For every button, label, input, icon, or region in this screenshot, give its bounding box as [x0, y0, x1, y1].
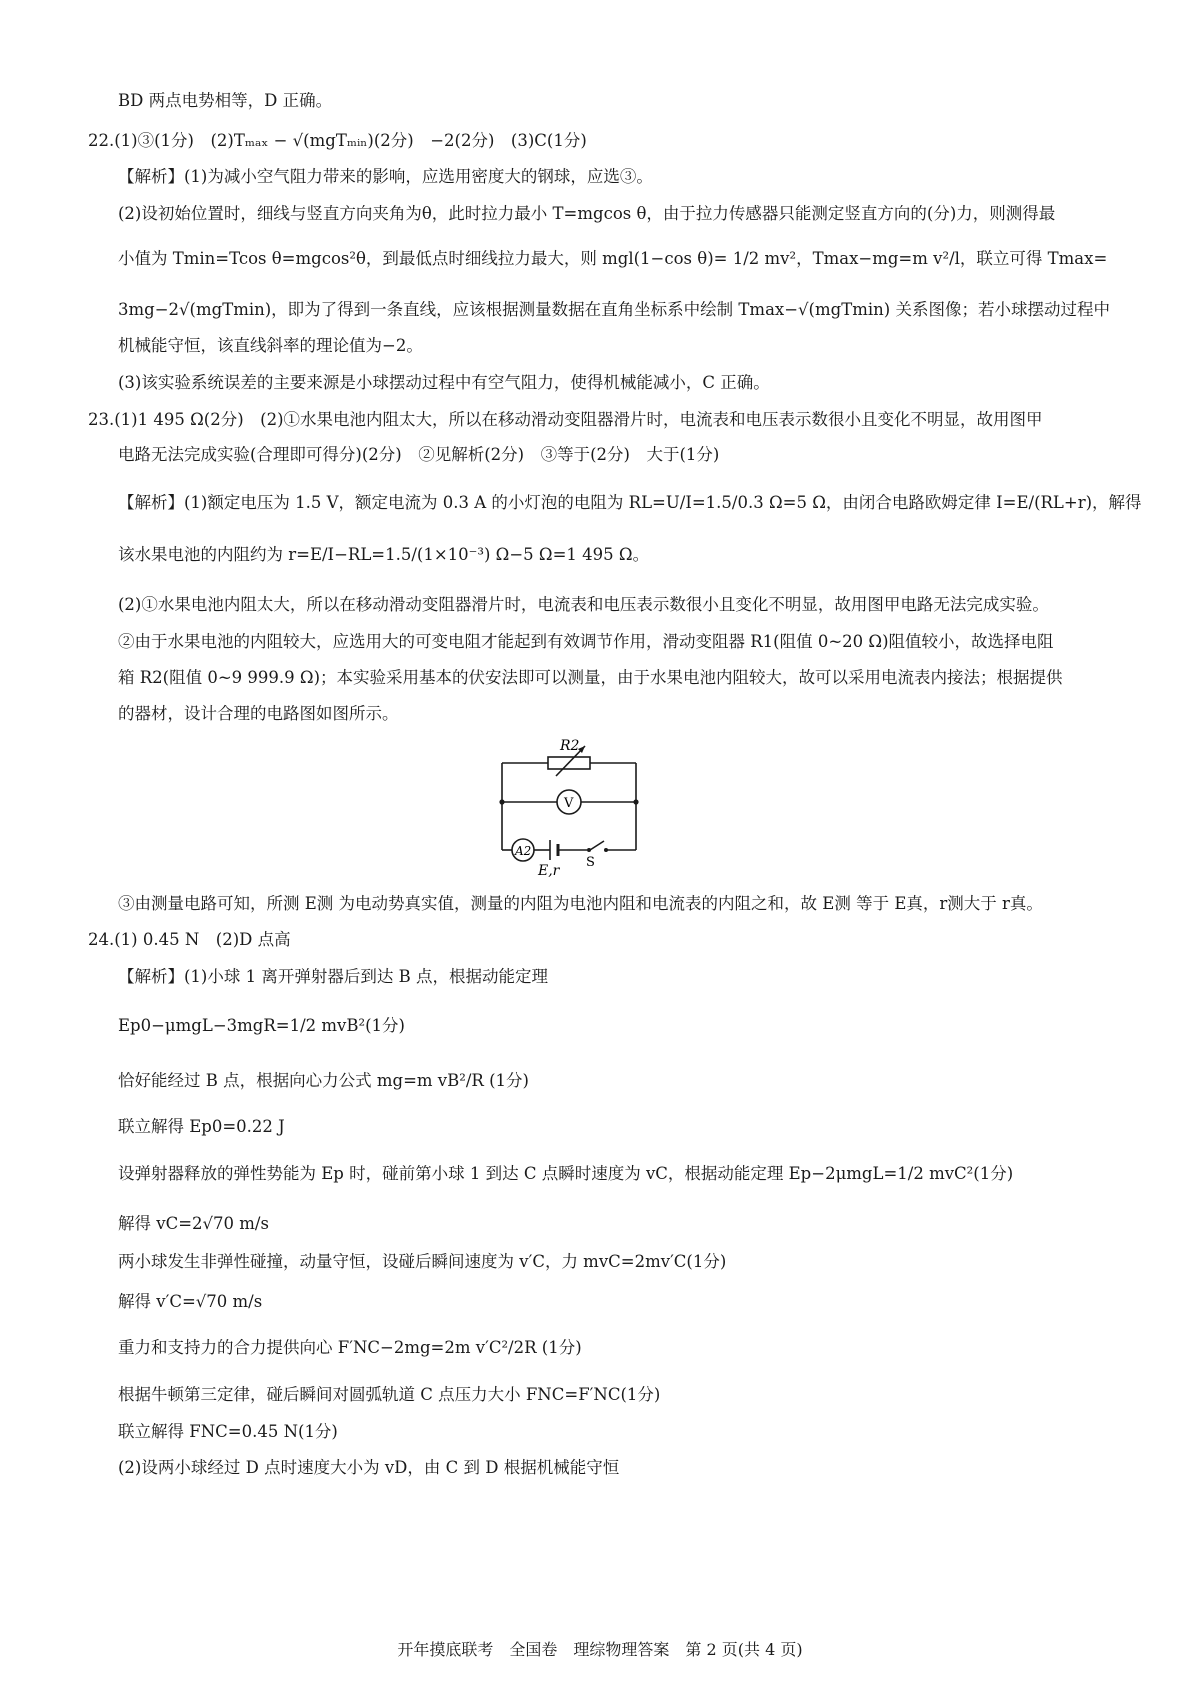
line-text: 【解析】(1)为减小空气阻力带来的影响，应选用密度大的钢球，应选③。 [118, 167, 653, 186]
q23-answer-line [88, 409, 1043, 431]
line-text: ③由测量电路可知，所测 E测 为电动势真实值，测量的内阻为电池内阻和电流表的内阻之和，故 E测 等于 E真，r测大于 r真。 [118, 894, 1043, 913]
text-line [118, 444, 719, 466]
line-text: 解得 v′C=√70 m/s [118, 1292, 263, 1311]
line-text: (2)①水果电池内阻太大，所以在移动滑动变阻器滑片时，电流表和电压表示数很小且变化不明显，故用图甲电路无法完成实验。 [118, 595, 1049, 614]
line-text: 重力和支持力的合力提供向心 F′NC−2mg=2m v′C²/2R (1分) [118, 1338, 582, 1357]
line-text: 【解析】(1)额定电压为 1.5 V，额定电流为 0.3 A 的小灯泡的电阻为 RL=U/I=1.5/0.3 Ω=5 Ω，由闭合电路欧姆定律 I=E/(RL+r)，解得 [118, 493, 1142, 512]
line-text: 22.(1)③(1分) (2)Tₘₐₓ − √(mgTₘᵢₙ)(2分) −2(2分) (3)C(1分) [88, 131, 587, 150]
line-text: 联立解得 Ep0=0.22 J [118, 1117, 285, 1136]
q22-answer-line [88, 130, 587, 152]
ammeter-label: A2 [515, 844, 532, 858]
line-text: (3)该实验系统误差的主要来源是小球摆动过程中有空气阻力，使得机械能减小，C 正确。 [118, 373, 770, 392]
junction-node [499, 799, 504, 804]
voltmeter-label: V [564, 796, 574, 811]
junction-node [633, 799, 638, 804]
q24-answer-line [88, 929, 291, 951]
switch-contact [587, 848, 591, 852]
circuit-diagram [490, 730, 650, 880]
line-text: 小值为 Tmin=Tcos θ=mgcos²θ，到最低点时细线拉力最大，则 mgl(1−cos θ)= 1/2 mv²，Tmax−mg=m v²/l，联立可得 Tmax= [118, 249, 1108, 268]
battery-label: E,r [538, 863, 560, 879]
text-line [118, 1015, 405, 1037]
line-text: 设弹射器释放的弹性势能为 Ep 时，碰前第小球 1 到达 C 点瞬时速度为 vC，根据动能定理 Ep−2μmgL=1/2 mvC²(1分) [118, 1164, 1014, 1183]
text-line [118, 1251, 726, 1273]
line-text: (2)设初始位置时，细线与竖直方向夹角为θ，此时拉力最小 T=mgcos θ，由于拉力传感器只能测定竖直方向的(分)力，则测得最 [118, 204, 1056, 223]
line-text: 电路无法完成实验(合理即可得分)(2分) ②见解析(2分) ③等于(2分) 大于(1分) [118, 445, 720, 464]
text-line [118, 90, 332, 112]
line-text: 的器材，设计合理的电路图如图所示。 [118, 704, 399, 723]
line-text: (2)设两小球经过 D 点时速度大小为 vD，由 C 到 D 根据机械能守恒 [118, 1458, 620, 1477]
text-line [118, 1384, 660, 1406]
text-line [118, 299, 1110, 321]
text-line [118, 1213, 269, 1235]
line-text: 箱 R2(阻值 0~9 999.9 Ω)；本实验采用基本的伏安法即可以测量，由于水果电池内阻较大，故可以采用电流表内接法；根据提供 [118, 668, 1063, 687]
text-line [118, 1457, 619, 1479]
line-text: 【解析】(1)小球 1 离开弹射器后到达 B 点，根据动能定理 [118, 967, 548, 986]
text-line [118, 1421, 338, 1443]
text-line [118, 248, 1107, 270]
text-line [118, 372, 770, 394]
text-line [118, 1291, 262, 1313]
text-line [118, 1116, 285, 1138]
switch-label: S [586, 855, 595, 870]
line-text: 该水果电池的内阻约为 r=E/I−RL=1.5/(1×10⁻³) Ω−5 Ω=1 495 Ω。 [118, 545, 650, 564]
text-line [118, 667, 1063, 689]
line-text: 根据牛顿第三定律，碰后瞬间对圆弧轨道 C 点压力大小 FNC=F′NC(1分) [118, 1385, 661, 1404]
text-line [118, 703, 399, 725]
text-line [118, 1163, 1013, 1185]
line-text: 解得 vC=2√70 m/s [118, 1214, 269, 1233]
r2-label: R2 [560, 738, 580, 754]
line-text: 24.(1) 0.45 N (2)D 点高 [88, 930, 291, 949]
text-line [118, 544, 649, 566]
line-text: 3mg−2√(mgTmin)，即为了得到一条直线，应该根据测量数据在直角坐标系中绘制 Tmax−√(mgTmin) 关系图像；若小球摆动过程中 [118, 300, 1110, 319]
line-text: 23.(1)1 495 Ω(2分) (2)①水果电池内阻太大，所以在移动滑动变阻器滑片时，电流表和电压表示数很小且变化不明显，故用图甲 [88, 410, 1043, 429]
text-line [118, 203, 1055, 225]
line-text: Ep0−μmgL−3mgR=1/2 mvB²(1分) [118, 1016, 405, 1035]
line-text: 恰好能经过 B 点，根据向心力公式 mg=m vB²/R (1分) [118, 1071, 529, 1090]
line-text: 两小球发生非弹性碰撞，动量守恒，设碰后瞬间速度为 v′C，力 mvC=2mv′C(1分) [118, 1252, 727, 1271]
line-text: ②由于水果电池的内阻较大，应选用大的可变电阻才能起到有效调节作用，滑动变阻器 R1(阻值 0~20 Ω)阻值较小，故选择电阻 [118, 632, 1054, 651]
page-footer: 开年摸底联考 全国卷 理综物理答案 第 2 页(共 4 页) [397, 1640, 803, 1659]
text-line [118, 166, 653, 188]
switch-blade [590, 841, 604, 850]
text-line [118, 893, 1043, 915]
text-line [118, 335, 423, 357]
line-text: 联立解得 FNC=0.45 N(1分) [118, 1422, 338, 1441]
text-line [118, 1337, 582, 1359]
text-line [118, 594, 1049, 616]
text-line [118, 966, 548, 988]
text-line [118, 1070, 529, 1092]
text-line [118, 631, 1054, 653]
switch-contact [604, 848, 608, 852]
line-text: 机械能守恒，该直线斜率的理论值为−2。 [118, 336, 423, 355]
text-line [118, 492, 1142, 514]
line-text: BD 两点电势相等，D 正确。 [118, 91, 333, 110]
